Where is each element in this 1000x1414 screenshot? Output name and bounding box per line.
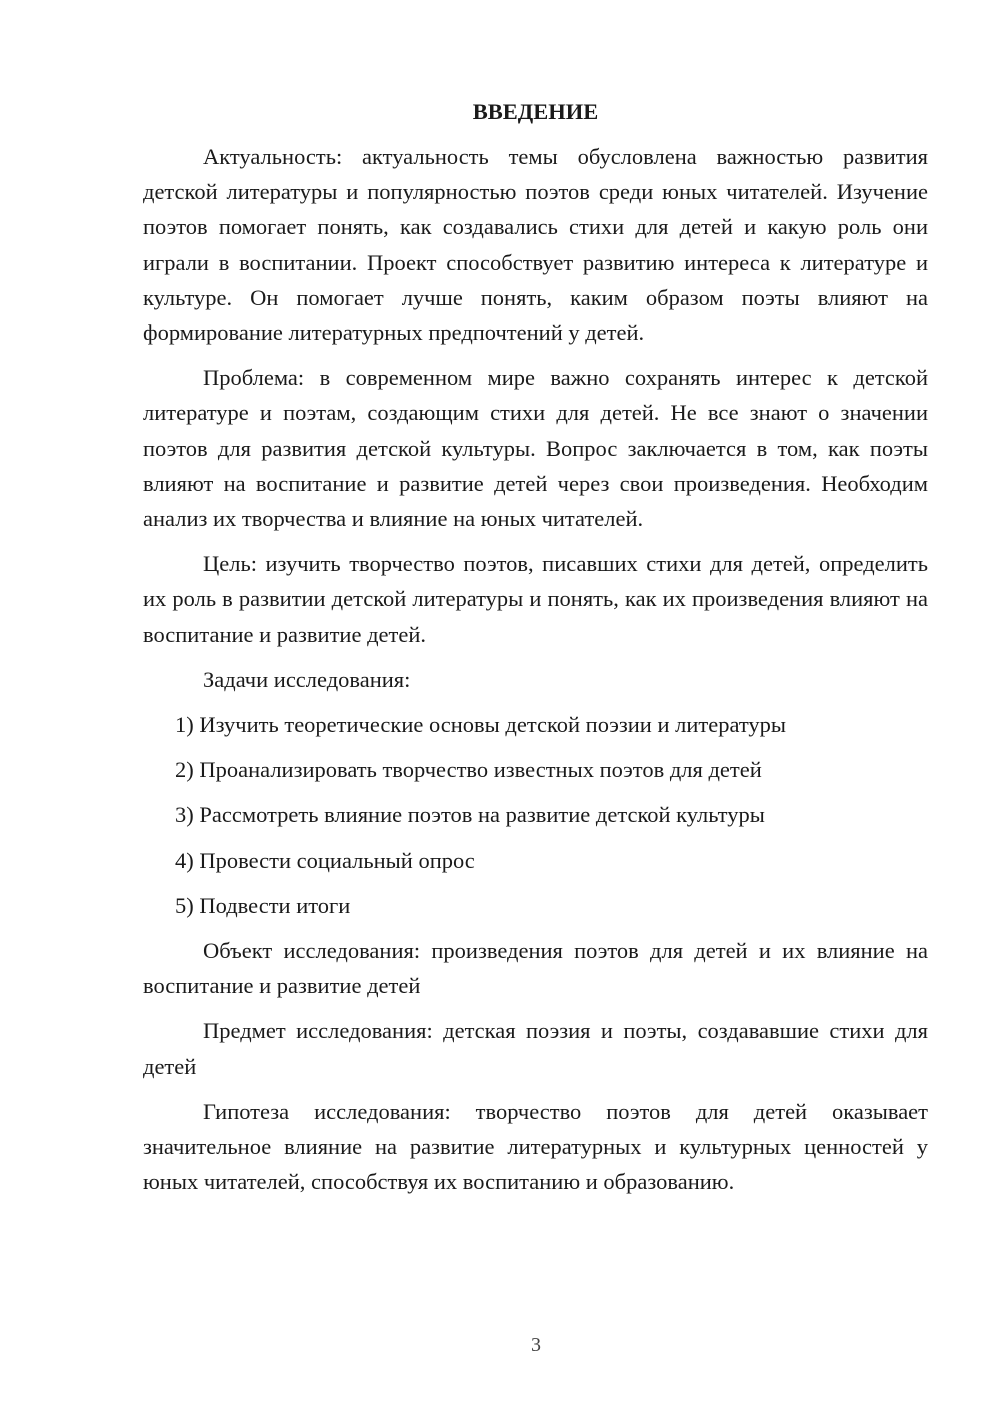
task-list [143, 707, 928, 923]
page-content [143, 94, 928, 1209]
subject-paragraph: Предмет исследования: детская поэзия и поэты, создававшие стихи для детей [143, 1018, 928, 1079]
task-item: 4) Провести социальный опрос [175, 847, 475, 873]
page-number: 3 [531, 1334, 541, 1356]
task-item: 2) Проанализировать творчество известных поэтов для детей [175, 757, 762, 783]
hypothesis-paragraph: Гипотеза исследования: творчество поэтов для детей оказывает значительное влияние на развитие литературных и культурных ценностей у юных читателей, способствуя их воспитанию и образованию. [143, 1098, 928, 1195]
problem-paragraph: Проблема: в современном мире важно сохранять интерес к детской литературе и поэтам, создающим стихи для детей. Не все знают о значении поэтов для развития детской культуры. Вопрос заключается в том, как поэты влияют на воспитание и развитие детей через свои произведения. Необходим анализ их творчества и влияние на юных читателей. [143, 365, 928, 532]
object-paragraph: Объект исследования: произведения поэтов для детей и их влияние на воспитание и развитие детей [143, 938, 928, 999]
task-item: 3) Рассмотреть влияние поэтов на развитие детской культуры [175, 802, 765, 828]
tasks-heading: Задачи исследования: [203, 666, 411, 692]
relevance-paragraph: Актуальность: актуальность темы обусловлена важностью развития детской литературы и популярностью поэтов среди юных читателей. Изучение поэтов помогает понять, как создавались стихи для детей и какую роль они играли в воспитании. Проект способствует развитию интереса к литературе и культуре. Он помогает лучше понять, каким образом поэты влияют на формирование литературных предпочтений у детей. [143, 144, 928, 346]
goal-paragraph: Цель: изучить творчество поэтов, писавших стихи для детей, определить их роль в развитии детской литературы и понять, как их произведения влияют на воспитание и развитие детей. [143, 551, 928, 647]
task-item: 5) Подвести итоги [175, 892, 351, 918]
page-title: ВВЕДЕНИЕ [472, 99, 599, 124]
task-item: 1) Изучить теоретические основы детской поэзии и литературы [175, 712, 787, 738]
